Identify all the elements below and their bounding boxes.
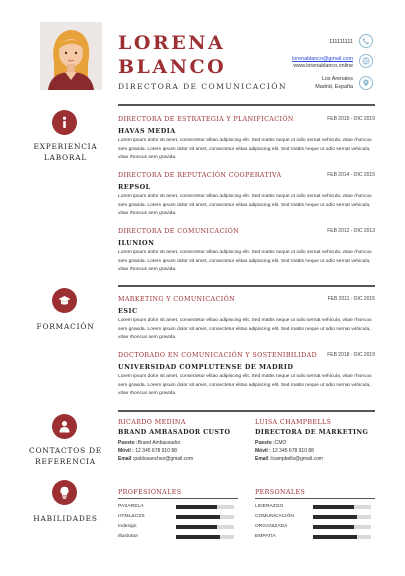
skill-level-fill [313, 525, 354, 529]
education-degree: MARKETING Y COMUNICACIÓN [118, 296, 236, 303]
skill-name: Indesign [118, 524, 137, 529]
section-label-skills: HABILIDADES [33, 514, 98, 523]
skill-row [255, 513, 375, 523]
section-label-references: CONTACTOS DE REFERENCIA [28, 446, 103, 466]
reference-role: DIRECTORA DE MARKETING [255, 429, 369, 436]
skill-level-bar [313, 525, 371, 529]
experience-role: DIRECTORA DE ESTRATEGIA Y PLANIFICACIÓN [118, 116, 294, 123]
skill-level-fill [313, 505, 354, 509]
skill-row [118, 533, 238, 543]
education-degree: DOCTORADO EN COMUNICACIÓN Y SOSTENIBILIDAD [118, 352, 318, 359]
skill-name: HTML&CSS [118, 514, 145, 519]
education-dates: FEB 2011 - DIC 2015 [327, 296, 375, 302]
skill-level-fill [313, 535, 357, 539]
skill-level-fill [176, 535, 220, 539]
experience-company: HAVAS MEDIA [118, 127, 176, 135]
education-description: Lorem ipsum dolor sit amet, consectetur elitao adipiscing elit. Sed mattis neque ut odio sernat vehicula, vitae rhoncus sem gravida. Lorem ipsum dolor sit amet, consectetur elitao adipiscing elit. Sed mattis neque ut odio sernat vehicula, vitae rhoncus sem gravida. [118, 318, 372, 341]
experience-company: REPSOL [118, 183, 151, 191]
experience-dates: FEB 2014 - DIC 2015 [327, 172, 375, 178]
section-label-experience: EXPERIENCIA LABORAL [33, 142, 98, 162]
reference-name: RICARDO MEDINA [118, 419, 186, 426]
education-description: Lorem ipsum dolor sit amet, consectetur elitao adipiscing elit. Sed mattis neque ut odio sernat vehicula, vitae rhoncus sem gravida. Lorem ipsum dolor sit amet, consectetur elitao adipiscing elit. Sed mattis neque ut odio sernat vehicula, vitae rhoncus sem gravida. [118, 374, 372, 397]
skill-name: PASARELA [118, 504, 144, 509]
person-icon [52, 414, 77, 439]
skill-level-bar [176, 535, 234, 539]
skills-professional-list [118, 503, 238, 543]
skills-personal-title: PERSONALES [255, 489, 306, 496]
skill-name: LIDERAZGO [255, 504, 284, 509]
reference-movil: Móvil : 12 345 678 910 88 [255, 448, 314, 454]
job-title: DIRECTORA DE COMUNICACIÓN [118, 82, 287, 91]
experience-role: DIRECTORA DE COMUNICACIÓN [118, 228, 240, 235]
reference-role: BRAND AMBASADOR CUSTO [118, 429, 231, 436]
experience-description: Lorem ipsum dolor sit amet, consectetur elitao adipiscing elit. Sed mattis neque ut odio sernat vehicula, vitae rhoncus sem gravida. Lorem ipsum dolor sit amet, consectetur elitao adipiscing elit. Sed mattis neque ut odio sernat vehicula, vitae rhoncus sem gravida. [118, 194, 372, 217]
skill-level-bar [176, 505, 234, 509]
skill-row [255, 533, 375, 543]
reference-email: Email :pablosanchez@gmail.com [118, 456, 194, 462]
skill-name: Illustrator [118, 534, 139, 539]
experience-description: Lorem ipsum dolor sit amet, consectetur elitao adipiscing elit. Sed mattis neque ut odio sernat vehicula, vitae rhoncus sem gravida. Lorem ipsum dolor sit amet, consectetur elitao adipiscing elit. Sed mattis neque ut odio sernat vehicula, vitae rhoncus sem gravida. [118, 138, 372, 161]
skill-row [118, 513, 238, 523]
profile-photo [40, 22, 102, 90]
header-divider [118, 104, 375, 106]
skill-level-fill [176, 505, 217, 509]
globe-icon [359, 54, 373, 68]
skills-divider [118, 498, 238, 499]
website-link[interactable]: www.lorenablanco.online [293, 63, 353, 69]
phone-icon [359, 34, 373, 48]
section-divider [118, 285, 375, 287]
skill-level-fill [176, 525, 217, 529]
experience-dates: FEB 2015 - DIC 2019 [327, 116, 375, 122]
skill-level-bar [176, 515, 234, 519]
skills-personal-list [255, 503, 375, 543]
info-icon [52, 110, 77, 135]
last-name: BLANCO [118, 56, 227, 78]
skill-row [255, 523, 375, 533]
skill-row [118, 523, 238, 533]
skill-level-fill [176, 515, 220, 519]
experience-role: DIRECTORA DE REPUTACIÓN COOPERATIVA [118, 172, 282, 179]
education-school: ESIC [118, 307, 138, 315]
skill-level-fill [313, 515, 357, 519]
skills-divider [255, 498, 375, 499]
map-pin-icon [359, 76, 373, 90]
skill-name: EMPATÍA [255, 534, 276, 539]
experience-dates: FEB 2012 - DIC 2013 [327, 228, 375, 234]
email-link[interactable]: lorenablanco@gmail.com [292, 56, 353, 62]
address-line-2: Madrid, España [315, 84, 353, 90]
graduation-cap-icon [52, 288, 77, 313]
skill-name: ORGANIZADA [255, 524, 288, 529]
address-line-1: Los Arenales [321, 76, 353, 82]
reference-card [118, 419, 230, 462]
section-divider [118, 410, 375, 412]
skill-level-bar [313, 515, 371, 519]
section-label-education: FORMACIÓN [36, 322, 95, 331]
skill-name: COMUNICACIÓN [255, 514, 294, 519]
experience-company: ILUNION [118, 239, 155, 247]
skill-level-bar [176, 525, 234, 529]
reference-name: LUISA CHAMPBELLS [255, 419, 332, 426]
first-name: LORENA [118, 32, 226, 54]
reference-puesto: Puesto :CMO [255, 440, 287, 446]
lightbulb-icon [52, 480, 77, 505]
education-dates: FEB 2018 - DIC 2019 [327, 352, 375, 358]
skill-level-bar [313, 535, 371, 539]
experience-description: Lorem ipsum dolor sit amet, consectetur elitao adipiscing elit. Sed mattis neque ut odio sernat vehicula, vitae rhoncus sem gravida. Lorem ipsum dolor sit amet, consectetur elitao adipiscing elit. Sed mattis neque ut odio sernat vehicula, vitae rhoncus sem gravida. [118, 250, 372, 273]
reference-email: Email :lcampbells@gmail.com [255, 456, 323, 462]
reference-movil: Móvil : 12 345 678 910 88 [118, 448, 177, 454]
education-school: UNIVERSIDAD COMPLUTENSE DE MADRID [118, 363, 294, 371]
reference-puesto: Puesto :Brand Ambassador [118, 440, 181, 446]
skills-professional-title: PROFESIONALES [118, 489, 182, 496]
phone-number: 111111111 [329, 39, 353, 45]
skill-level-bar [313, 505, 371, 509]
skill-row [255, 503, 375, 513]
reference-card [255, 419, 368, 462]
skill-row [118, 503, 238, 513]
